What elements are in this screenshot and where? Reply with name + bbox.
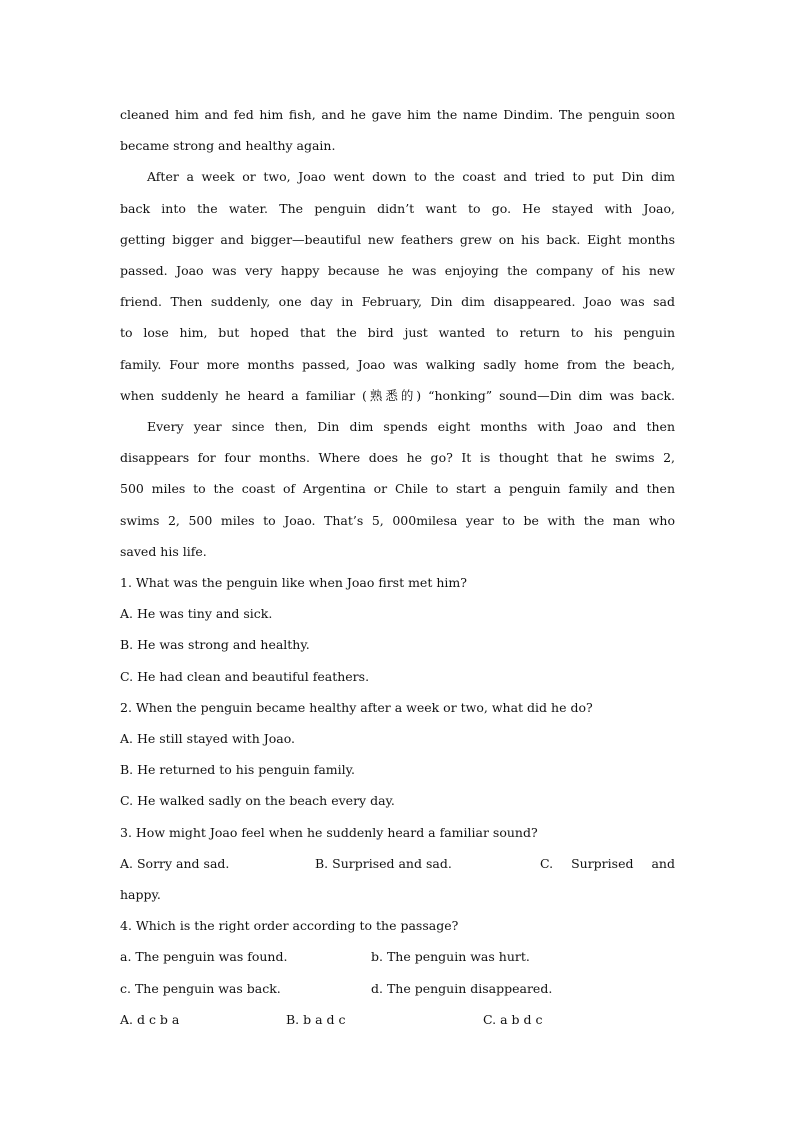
question-stem: 1. What was the penguin like when Joao first met him?	[120, 575, 467, 591]
question-stem: 4. Which is the right order according to the passage?	[120, 918, 459, 934]
event-item-b: b. The penguin was hurt.	[371, 949, 530, 965]
option-b: B. He returned to his penguin family.	[120, 762, 356, 778]
options-row	[120, 848, 675, 879]
event-item-d: d. The penguin disappeared.	[371, 980, 553, 996]
text-line: After a week or two, Joao went down to the coast and tried to put Din dim	[147, 169, 675, 185]
option-c-continued: happy.	[120, 887, 161, 903]
option-a: A. Sorry and sad.	[120, 855, 230, 871]
text-line: cleaned him and fed him fish, and he gave him the name Dindim. The penguin soon	[120, 107, 675, 122]
option-b: B. b a d c	[286, 1011, 346, 1027]
text-line: became strong and healthy again.	[120, 138, 336, 154]
text-line: Every year since then, Din dim spends eight months with Joao and then	[147, 419, 675, 435]
text-line: passed. Joao was very happy because he was enjoying the company of his new	[120, 263, 675, 279]
text-line: disappears for four months. Where does he go? It is thought that he swims 2,	[120, 450, 675, 466]
passage-paragraph-2	[120, 161, 675, 411]
events-row	[120, 973, 675, 1004]
text-line: friend. Then suddenly, one day in February, Din dim disappeared. Joao was sad	[120, 294, 675, 310]
question-4	[120, 910, 675, 1035]
question-3	[120, 817, 675, 911]
option-c	[540, 848, 675, 879]
option-a: A. He still stayed with Joao.	[120, 731, 295, 747]
option-b: B. Surprised and sad.	[315, 855, 452, 871]
option-a: A. d c b a	[120, 1011, 180, 1027]
option-c: C. He had clean and beautiful feathers.	[120, 668, 370, 684]
passage-paragraph-1	[120, 99, 675, 161]
text-line: to lose him, but hoped that the bird just wanted to return to his penguin	[120, 325, 675, 341]
text-line: family. Four more months passed, Joao was walking sadly home from the beach,	[120, 356, 675, 372]
event-item-a: a. The penguin was found.	[120, 949, 288, 965]
question-1	[120, 567, 675, 692]
events-row	[120, 941, 675, 972]
option-c-word: Surprised	[571, 855, 634, 871]
option-b: B. He was strong and healthy.	[120, 637, 310, 653]
text-line: when suddenly he heard a familiar (熟悉的) “honking” sound—Din dim was back.	[120, 387, 675, 403]
text-line: swims 2, 500 miles to Joao. That’s 5, 000milesa year to be with the man who	[120, 512, 675, 528]
option-c: C. He walked sadly on the beach every day.	[120, 793, 395, 809]
option-a: A. He was tiny and sick.	[120, 606, 273, 622]
option-c-letter: C.	[540, 855, 554, 871]
option-c: C. a b d c	[483, 1011, 543, 1027]
document-content	[120, 99, 675, 1035]
text-line: getting bigger and bigger—beautiful new feathers grew on his back. Eight months	[120, 231, 675, 247]
question-stem: 3. How might Joao feel when he suddenly heard a familiar sound?	[120, 824, 538, 840]
question-stem: 2. When the penguin became healthy after a week or two, what did he do?	[120, 699, 593, 715]
option-c-word: and	[651, 855, 675, 871]
text-line: saved his life.	[120, 543, 207, 559]
text-line: back into the water. The penguin didn’t want to go. He stayed with Joao,	[120, 200, 675, 216]
question-2	[120, 692, 675, 817]
event-item-c: c. The penguin was back.	[120, 980, 281, 996]
text-line: 500 miles to the coast of Argentina or Chile to start a penguin family and then	[120, 481, 675, 497]
options-row	[120, 1004, 675, 1035]
passage-paragraph-3	[120, 411, 675, 567]
